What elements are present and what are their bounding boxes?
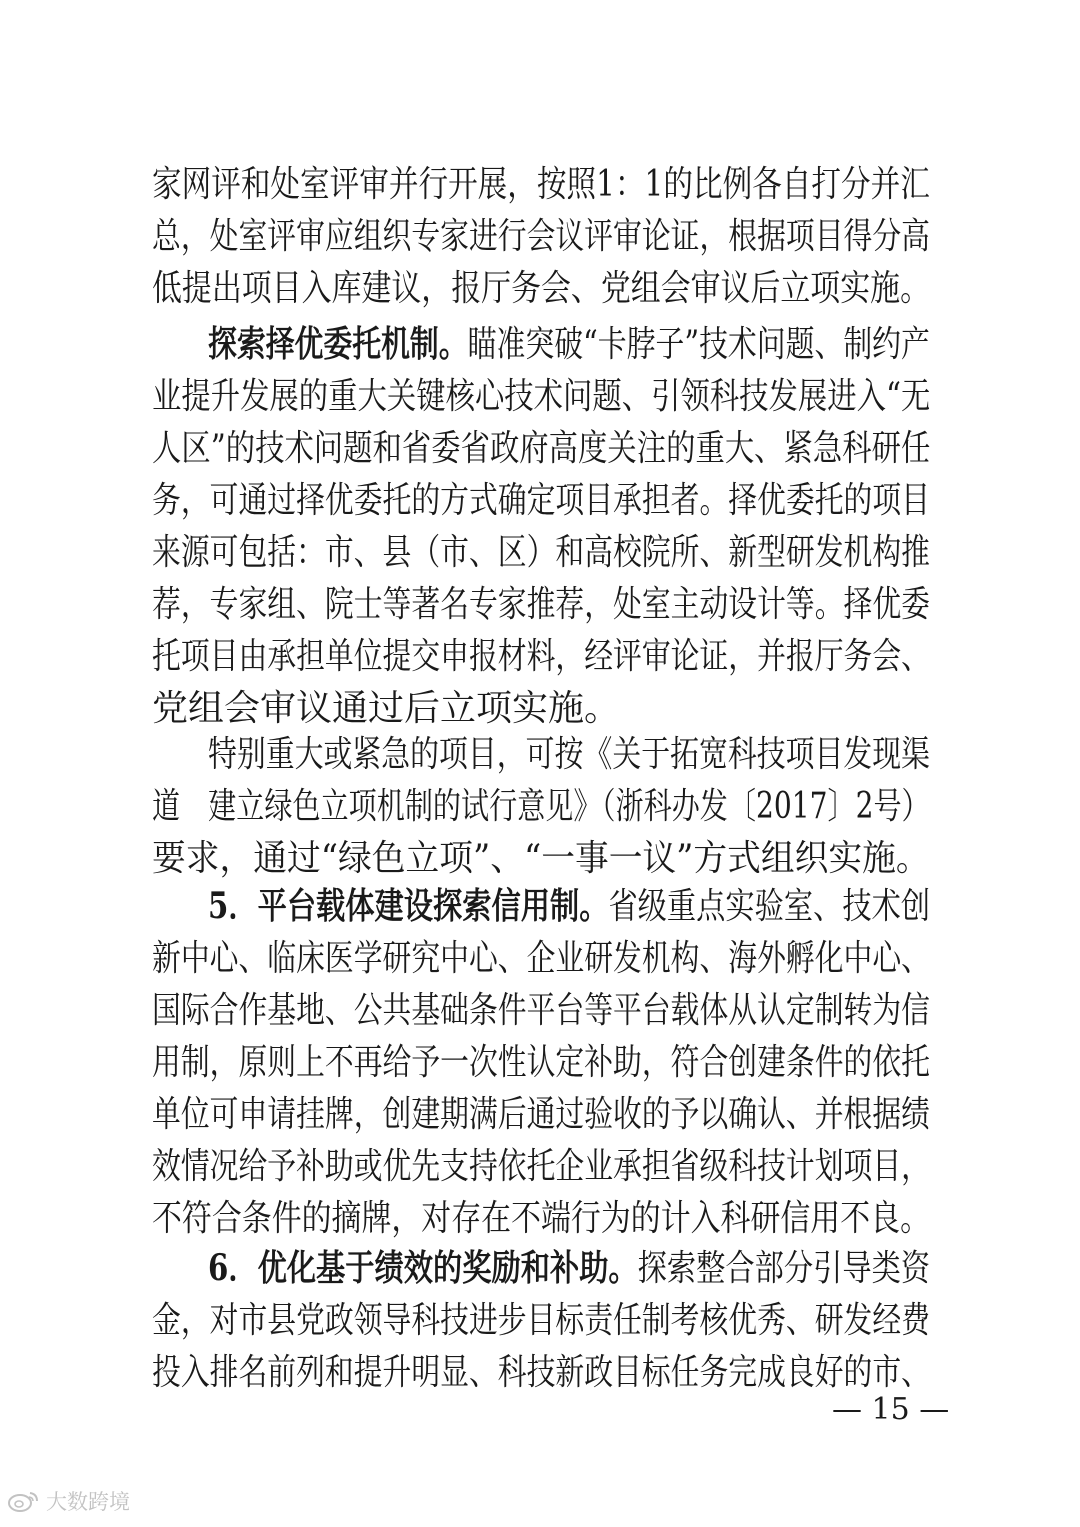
line-text: 金，对市县党政领导科技进步目标责任制考核优秀、研发经费 bbox=[152, 1300, 931, 1341]
text-line bbox=[152, 630, 930, 682]
text-line bbox=[208, 1242, 930, 1294]
line-text: 托项目由承担单位提交申报材料，经评审论证，并报厅务会、 bbox=[152, 636, 931, 677]
line-text: 党组会审议通过后立项实施。 bbox=[152, 688, 621, 729]
line-text: 效情况给予补助或优先支持依托企业承担省级科技计划项目， bbox=[152, 1146, 931, 1187]
line-text: 单位可申请挂牌，创建期满后通过验收的予以确认、并根据绩 bbox=[152, 1094, 931, 1135]
text-line bbox=[152, 370, 930, 422]
watermark-text: 大数跨境 bbox=[46, 1490, 130, 1514]
line-text: 人区”的技术问题和省委省政府高度关注的重大、紧急科研任 bbox=[152, 428, 931, 469]
text-line bbox=[208, 318, 930, 370]
text-line bbox=[152, 832, 930, 884]
bold-heading: 6．优化基于绩效的奖励和补助。 bbox=[208, 1247, 638, 1289]
line-text: 特别重大或紧急的项目，可按《关于拓宽科技项目发现渠 bbox=[208, 734, 931, 775]
line-text: 业提升发展的重大关键核心技术问题、引领科技发展进入“无 bbox=[152, 376, 931, 417]
line-text: 省级重点实验室、技术创 bbox=[608, 886, 931, 927]
text-line bbox=[152, 1346, 930, 1398]
line-text: 瞄准突破“卡脖子”技术问题、制约产 bbox=[467, 324, 930, 365]
line-text: 探索整合部分引导类资 bbox=[637, 1248, 931, 1289]
text-line bbox=[152, 682, 620, 734]
text-line bbox=[152, 262, 930, 314]
text-line bbox=[152, 1192, 930, 1244]
text-line bbox=[152, 526, 930, 578]
text-line bbox=[152, 158, 930, 210]
line-text: 不符合条件的摘牌，对存在不端行为的计入科研信用不良。 bbox=[152, 1198, 931, 1239]
text-line bbox=[152, 422, 930, 474]
line-text: 投入排名前列和提升明显、科技新政目标任务完成良好的市、 bbox=[152, 1352, 931, 1393]
weibo-logo-icon bbox=[6, 1489, 40, 1513]
bold-heading: 探索择优委托机制。 bbox=[208, 323, 468, 365]
text-line bbox=[152, 984, 930, 1036]
line-text: 荐，专家组、院士等著名专家推荐，处室主动设计等。择优委 bbox=[152, 584, 931, 625]
text-line bbox=[208, 728, 930, 780]
line-text: 低提出项目入库建议，报厅务会、党组会审议后立项实施。 bbox=[152, 268, 931, 309]
text-line bbox=[152, 1088, 930, 1140]
line-text: 新中心、临床医学研究中心、企业研发机构、海外孵化中心、 bbox=[152, 938, 931, 979]
text-line bbox=[152, 1294, 930, 1346]
watermark bbox=[6, 1486, 130, 1516]
text-line bbox=[152, 1140, 930, 1192]
line-text: 道 建立绿色立项机制的试行意见》（浙科办发〔2017〕2号） bbox=[152, 786, 930, 827]
text-line bbox=[152, 1036, 930, 1088]
line-text: 务，可通过择优委托的方式确定项目承担者。择优委托的项目 bbox=[152, 480, 931, 521]
bold-heading: 5．平台载体建设探索信用制。 bbox=[208, 885, 609, 927]
line-text: 来源可包括：市、县（市、区）和高校院所、新型研发机构推 bbox=[152, 532, 931, 573]
line-text: 总，处室评审应组织专家进行会议评审论证，根据项目得分高 bbox=[152, 216, 931, 257]
text-line bbox=[152, 578, 930, 630]
text-line bbox=[152, 210, 930, 262]
text-line bbox=[152, 474, 930, 526]
line-text: 家网评和处室评审并行开展，按照1：1的比例各自打分并汇 bbox=[152, 164, 930, 205]
page-number: — 15 — bbox=[832, 1392, 950, 1427]
text-line bbox=[152, 932, 930, 984]
text-line bbox=[152, 780, 930, 832]
line-text: 要求，通过“绿色立项”、“一事一议”方式组织实施。 bbox=[152, 838, 930, 879]
line-text: 用制，原则上不再给予一次性认定补助，符合创建条件的依托 bbox=[152, 1042, 931, 1083]
line-text: 国际合作基地、公共基础条件平台等平台载体从认定制转为信 bbox=[152, 990, 931, 1031]
text-line bbox=[208, 880, 930, 932]
